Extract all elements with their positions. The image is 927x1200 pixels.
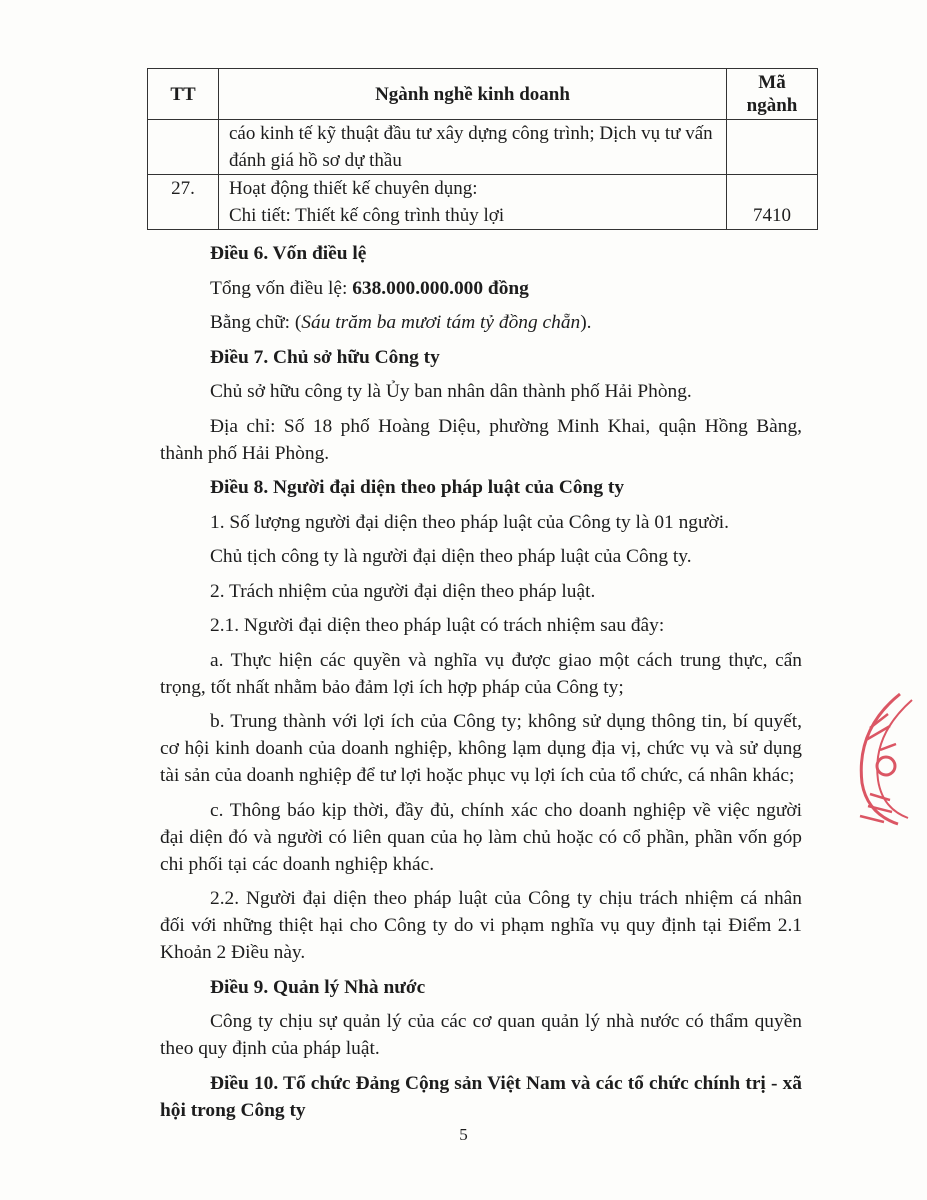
article-7-title: Điều 7. Chủ sở hữu Công ty [210, 346, 440, 368]
row-line-1: Hoạt động thiết kế chuyên dụng: [229, 178, 478, 199]
header-tt: TT [148, 69, 219, 120]
row-tt [148, 120, 219, 175]
article-8-paragraph-1: 1. Số lượng người đại diện theo pháp luật của Công ty là 01 người. [210, 511, 729, 533]
document-body [160, 240, 802, 1124]
article-8-paragraph-2: Chủ tịch công ty là người đại diện theo pháp luật của Công ty. [210, 546, 692, 567]
header-code-line2: ngành [746, 95, 798, 116]
article-8-paragraph-7: c. Thông báo kịp thời, đầy đủ, chính xác cho doanh nghiệp về việc người đại diện đó và người có liên quan của họ làm chủ hoặc có cổ phần, phần vốn góp chi phối tại các doanh nghiệp khác. [160, 799, 802, 875]
article-9-paragraph-1: Công ty chịu sự quản lý của các cơ quan quản lý nhà nước có thẩm quyền theo quy định của pháp luật. [160, 1011, 802, 1059]
article-8-paragraph-5: a. Thực hiện các quyền và nghĩa vụ được giao một cách trung thực, cẩn trọng, tốt nhất nhằm bảo đảm lợi ích hợp pháp của Công ty; [160, 649, 802, 698]
capital-in-words-line [160, 309, 802, 336]
words-close: ). [580, 312, 592, 333]
words-label: Bằng chữ: ( [210, 312, 302, 333]
article-9-title: Điều 9. Quản lý Nhà nước [210, 976, 426, 998]
page-number: 5 [459, 1125, 468, 1144]
table-header-row [148, 69, 818, 120]
header-code-line1: Mã [758, 72, 786, 93]
article-8-paragraph-4: 2.1. Người đại diện theo pháp luật có trách nhiệm sau đây: [210, 615, 665, 636]
words-value: Sáu trăm ba mươi tám tỷ đồng chẵn [301, 312, 581, 333]
article-7-paragraph-2: Địa chỉ: Số 18 phố Hoàng Diệu, phường Minh Khai, quận Hồng Bàng, thành phố Hải Phòng. [160, 415, 802, 464]
article-8-paragraph-3: 2. Trách nhiệm của người đại diện theo pháp luật. [210, 580, 596, 602]
article-6-title: Điều 6. Vốn điều lệ [210, 243, 367, 264]
row-code: 7410 [727, 175, 818, 230]
row-business-line [219, 120, 727, 175]
business-lines-table [147, 68, 818, 230]
article-10-title: Điều 10. Tổ chức Đảng Cộng sản Việt Nam và các tổ chức chính trị - xã hội trong Công ty [160, 1072, 802, 1121]
header-code [727, 69, 818, 120]
article-7-paragraph-1: Chủ sở hữu công ty là Ủy ban nhân dân thành phố Hải Phòng. [210, 381, 692, 402]
red-seal-stamp-icon [840, 688, 927, 828]
article-8-paragraph-6: b. Trung thành với lợi ích của Công ty; không sử dụng thông tin, bí quyết, cơ hội kinh doanh của doanh nghiệp, không lạm dụng địa vị, chức vụ và sử dụng tài sản của doanh nghiệp để tư lợi hoặc phục vụ lợi ích của tổ chức, cá nhân khác; [160, 711, 802, 786]
table-row [148, 175, 818, 230]
article-8-title: Điều 8. Người đại diện theo pháp luật của Công ty [210, 477, 625, 498]
charter-capital-line [160, 275, 802, 302]
row-code [727, 120, 818, 175]
table-row [148, 120, 818, 175]
row-line-1: cáo kinh tế kỹ thuật đầu tư xây dựng công trình; Dịch vụ tư vấn [229, 123, 713, 144]
row-business-line [219, 175, 727, 230]
capital-label: Tổng vốn điều lệ: [210, 277, 353, 299]
capital-value: 638.000.000.000 đồng [352, 277, 529, 299]
row-tt: 27. [148, 175, 219, 230]
row-line-2: đánh giá hồ sơ dự thầu [229, 150, 402, 171]
row-line-2: Chi tiết: Thiết kế công trình thủy lợi [229, 205, 505, 226]
header-business-line: Ngành nghề kinh doanh [219, 69, 727, 120]
article-8-paragraph-8: 2.2. Người đại diện theo pháp luật của Công ty chịu trách nhiệm cá nhân đối với những thiệt hại cho Công ty do vi phạm nghĩa vụ quy định tại Điểm 2.1 Khoản 2 Điều này. [160, 888, 802, 963]
